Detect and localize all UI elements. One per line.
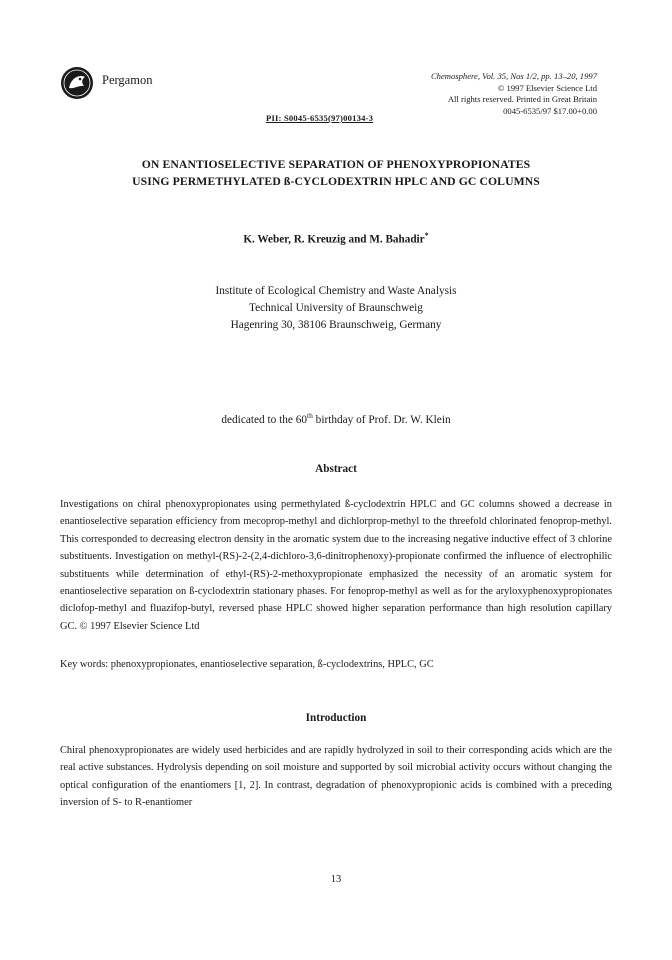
- dedication-text-end: birthday of Prof. Dr. W. Klein: [312, 413, 451, 426]
- abstract-heading: Abstract: [315, 463, 357, 475]
- price-line: 0045-6535/97 $17.00+0.00: [503, 105, 597, 116]
- copyright-line: © 1997 Elsevier Science Ltd: [497, 82, 597, 93]
- affiliation-line: Institute of Ecological Chemistry and Waste Analysis: [215, 285, 457, 297]
- journal-info: [337, 71, 597, 117]
- dedication-text: dedicated to the 60: [221, 413, 308, 426]
- title-line: ON ENANTIOSELECTIVE SEPARATION OF PHENOXYPROPIONATES: [141, 158, 531, 171]
- introduction-heading: Introduction: [305, 712, 367, 724]
- paper-title: [60, 156, 612, 190]
- pii-code: PII: S0045-6535(97)00134-3: [266, 113, 374, 123]
- page-number: 13: [330, 874, 342, 885]
- dedication-superscript: th: [307, 411, 313, 420]
- author-list: [60, 231, 612, 246]
- title-line: USING PERMETHYLATED ß-CYCLODEXTRIN HPLC AND GC COLUMNS: [132, 175, 540, 188]
- rights-line: All rights reserved. Printed in Great Britain: [447, 94, 597, 105]
- affiliation-line: Technical University of Braunschweig: [249, 302, 423, 314]
- pergamon-logo-icon: [60, 66, 94, 100]
- journal-citation: Chemosphere, Vol. 35, Nos 1/2, pp. 13–20, 1997: [430, 71, 597, 81]
- publisher-name: Pergamon: [102, 73, 153, 87]
- affiliation-line: Hagenring 30, 38106 Braunschweig, Germany: [230, 319, 442, 331]
- authors-text: K. Weber, R. Kreuzig and M. Bahadir: [243, 233, 425, 246]
- introduction-text: Chiral phenoxypropionates are widely used herbicides and are rapidly hydrolyzed in soil to their corresponding acids which are the real active substances. Hydrolysis depending on soil moisture and supported by soil microbial activity occurs without changing the optical configuration of the enantiomers [1, 2]. In contrast, degradation of phenoxypropionic acids is combined with a preceding inversion of S- to R-enantiomer: [60, 745, 612, 809]
- dedication: [60, 411, 612, 426]
- keywords: Key words: phenoxypropionates, enantioselective separation, ß-cyclodextrins, HPLC, GC: [60, 659, 434, 670]
- corresponding-author-mark: *: [424, 231, 429, 240]
- affiliation: [60, 283, 612, 334]
- abstract-text: Investigations on chiral phenoxypropionates using permethylated ß-cyclodextrin HPLC and GC columns showed a decrease in enantioselective separation efficiency from mecoprop-methyl and dichlorprop-methyl to the threefold chlorinated fenoprop-methyl. This corresponded to decreasing electron density in the aromatic system due to the increasing negative inductive effect of 3 chlorine substituents. Investigation on methyl-(RS)-2-(2,4-dichloro-3,6-dinitrophenoxy)-propionate confirmed the influence of electrophilic substituents while determination of ethyl-(RS)-2-methoxypropionate emphasized the necessity of an aromatic system for enantioselective separation on ß-cyclodextrin stationary phases. For fenoprop-methyl as well as for the aryloxyphenoxypropionates diclofop-methyl and fluazifop-butyl, reversed phase HPLC showed higher separation performance than high resolution capillary GC. © 1997 Elsevier Science Ltd: [60, 499, 612, 632]
